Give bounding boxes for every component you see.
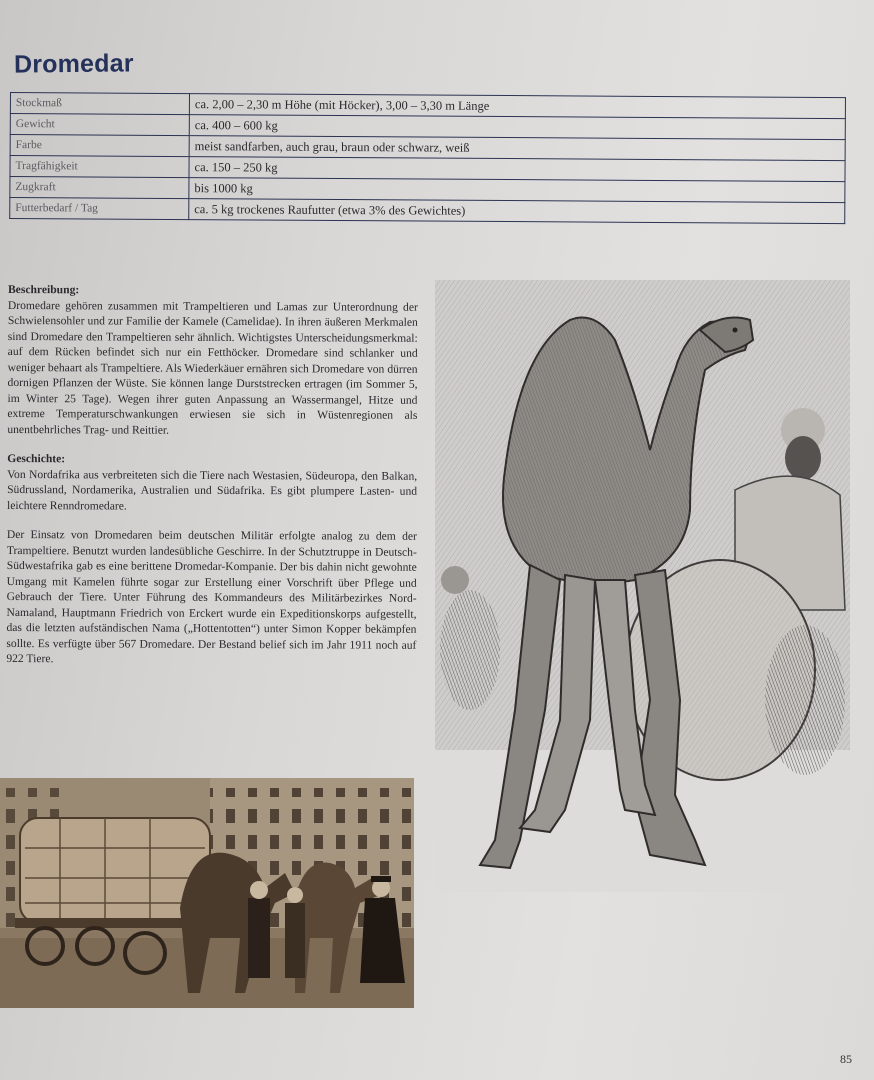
fact-value: bis 1000 kg xyxy=(189,178,845,203)
fact-label: Stockmaß xyxy=(10,93,189,115)
historic-camel-cart-photo xyxy=(0,778,414,1008)
history-paragraph: Der Einsatz von Dromedaren beim deutschen Militär erfolgte analog zu dem der Trampeltiere. Benutzt wurden landesübliche Geschirre. In der Schutztruppe in Deutsch-Südwestafrika gab es eine berittene Dromedar-Kompanie. Der bis dahin nicht gewohnte Umgang mit Kamelen führte sogar zur Erstellung einer Vorschrift über Pflege und Gebrauch der Tiere. Unter Führung des Kommandeurs des Militärbezirkes Nord-Namaland, Hauptmann Friedrich von Erckert wurde ein Expeditionskorps aufgestellt, das die letzten aufständischen Nama („Hottentotten“) unter Simon Kopper bekämpfen sollte. Es verfügte über 567 Dromedare. Der Bestand belief sich im Jahr 1911 noch auf 922 Tiere. xyxy=(6,527,417,666)
fact-value: ca. 400 – 600 kg xyxy=(189,115,845,140)
description-heading: Beschreibung: xyxy=(7,283,80,297)
page-number: 85 xyxy=(840,1052,852,1066)
fact-label: Zugkraft xyxy=(10,177,189,199)
fact-label: Gewicht xyxy=(10,114,189,136)
fact-label: Tragfähigkeit xyxy=(10,156,189,178)
history-heading: Geschichte: xyxy=(7,451,66,466)
fact-label: Farbe xyxy=(10,135,189,157)
fact-value: ca. 150 – 250 kg xyxy=(189,157,845,182)
fact-value: meist sandfarben, auch grau, braun oder schwarz, weiß xyxy=(189,136,845,161)
facts-table xyxy=(9,92,846,224)
fact-label: Futterbedarf / Tag xyxy=(10,198,189,220)
body-text xyxy=(6,282,418,682)
table-row xyxy=(10,198,845,224)
fact-value: ca. 5 kg trockenes Raufutter (etwa 3% des Gewichtes) xyxy=(189,199,845,224)
camel-engraving-illustration xyxy=(435,280,850,892)
history-paragraph: Von Nordafrika aus verbreiteten sich die Tiere nach Westasien, Südeuropa, den Balkan, Südrussland, Nordamerika, Australien und Südafrika. Es gibt plumpere Lasten- und leichtere Renndromedare. xyxy=(6,467,418,513)
fact-value: ca. 2,00 – 2,30 m Höhe (mit Höcker), 3,00 – 3,30 m Länge xyxy=(189,94,845,119)
page-title: Dromedar xyxy=(13,49,134,79)
description-text: Dromedare gehören zusammen mit Trampeltieren und Lamas zur Unterordnung der Schwielensohler und zur Familie der Kamele (Camelidae). In ihren äußeren Merkmalen sind Dromedare den Trampeltieren sehr ähnlich. Wichtigstes Unterscheidungsmerkmal: auf dem Rücken befindet sich nur ein Fetthöcker. Dromedare sind schlanker und weniger behaart als Trampeltiere. Als Wiederkäuer ernähren sich Dromedare von dürren dornigen Pflanzen der Wüste. Sie können lange Durststrecken ertragen (im Sommer 5, im Winter 25 Tage). Wegen ihrer guten Anpassung an Wassermangel, Hitze und extreme Temperaturschwankungen erwiesen sie sich in Wüstenregionen als unentbehrliches Trag- und Reittier. xyxy=(7,298,418,437)
